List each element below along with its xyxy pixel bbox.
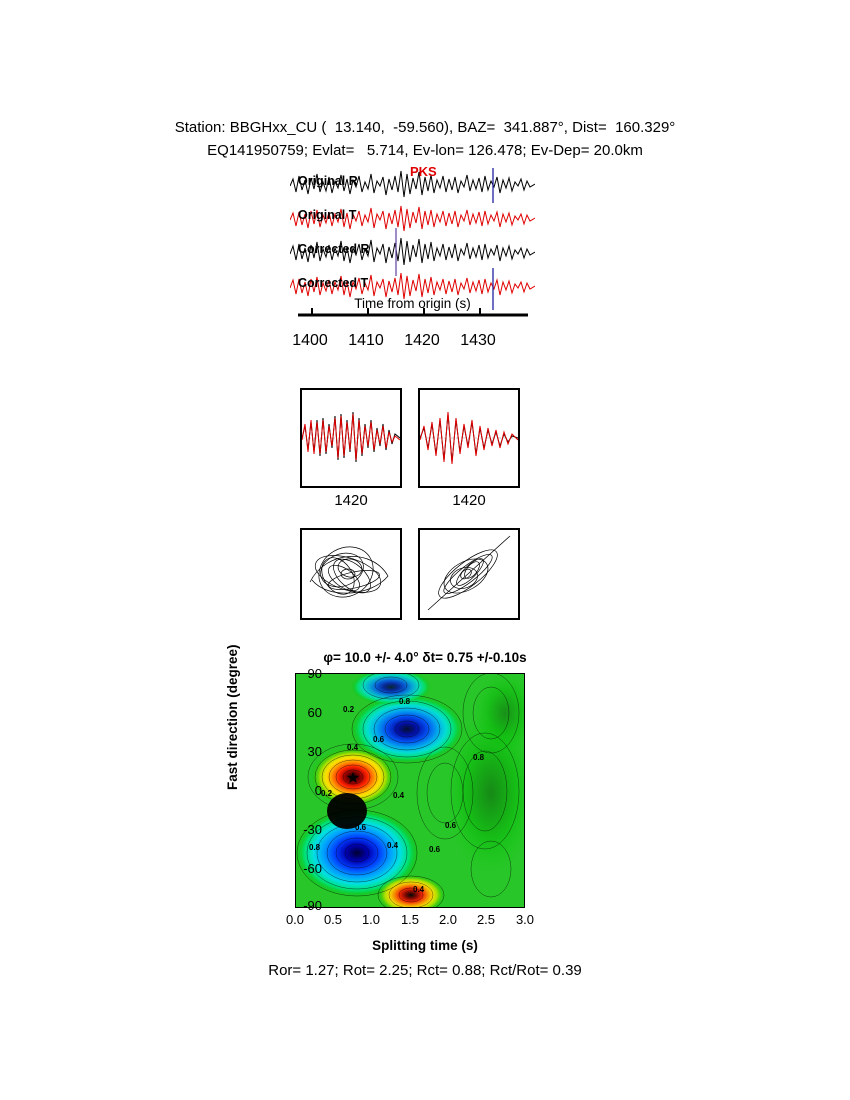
contour-label: 0.8: [309, 843, 321, 852]
y-tick-0: 0: [314, 783, 322, 798]
particle-motion-before-path: [302, 530, 400, 618]
y-axis-label: Fast direction (degree): [225, 644, 240, 790]
zoom-left-tick-label: 1420: [334, 492, 368, 509]
contour-label: 0.8: [399, 697, 411, 706]
contour-label: 0.6: [445, 821, 457, 830]
contour-label: 0.4: [393, 791, 405, 800]
particle-motion-before: [300, 528, 402, 620]
contour-label: 0.8: [473, 753, 485, 762]
y-tick-90: 90: [307, 666, 322, 681]
result-title: φ= 10.0 +/- 4.0° δt= 0.75 +/-0.10s: [323, 650, 527, 665]
best-solution-marker: ★: [345, 770, 361, 787]
zoom-window-left-traces: [302, 390, 400, 486]
result-footer: Ror= 1.27; Rot= 2.25; Rct= 0.88; Rct/Rot= 0.39: [268, 962, 582, 979]
contour-label: 0.4: [413, 885, 425, 894]
waveform-panel: [290, 164, 535, 318]
zoom-window-right-traces: [420, 390, 518, 486]
label-corrected-t: Corrected T: [298, 276, 369, 290]
contour-label: 0.2: [321, 789, 333, 798]
time-tick-label-1420: 1420: [404, 332, 440, 349]
y-tick-60: 60: [307, 705, 322, 720]
y-tick-n30: -30: [303, 822, 322, 837]
zoom-right-tick-label: 1420: [452, 492, 486, 509]
label-corrected-r: Corrected R: [298, 242, 370, 256]
x-tick-30: 3.0: [515, 912, 535, 927]
x-tick-05: 0.5: [323, 912, 343, 927]
time-tick-label-1400: 1400: [292, 332, 328, 349]
x-axis-label: Splitting time (s): [372, 938, 478, 953]
zoom-window-left: [300, 388, 402, 488]
contour-label: 0.6: [373, 735, 385, 744]
figure-header: [0, 116, 850, 162]
label-original-t: Original T: [298, 208, 357, 222]
phase-label-pks: PKS: [410, 164, 437, 179]
label-original-r: Original R: [298, 174, 358, 188]
header-line-station: Station: BBGHxx_CU ( 13.140, -59.560), BAZ= 341.887°, Dist= 160.329°: [174, 119, 676, 136]
particle-motion-after-path: [420, 530, 518, 618]
x-tick-10: 1.0: [361, 912, 381, 927]
error-surface-plot: [295, 673, 525, 908]
x-tick-20: 2.0: [438, 912, 458, 927]
time-tick-label-1430: 1430: [460, 332, 496, 349]
y-tick-n60: -60: [303, 861, 322, 876]
contour-label: 0.6: [355, 823, 367, 832]
x-tick-0: 0.0: [285, 912, 305, 927]
header-line-event: EQ141950759; Evlat= 5.714, Ev-lon= 126.478; Ev-Dep= 20.0km: [207, 142, 643, 159]
y-tick-n90: -90: [303, 898, 322, 913]
contour-label: 0.6: [429, 845, 441, 854]
y-tick-30: 30: [307, 744, 322, 759]
time-axis-title: Time from origin (s): [354, 296, 471, 311]
particle-motion-after: [418, 528, 520, 620]
x-tick-25: 2.5: [476, 912, 496, 927]
contour-label: 0.4: [347, 743, 359, 752]
time-tick-label-1410: 1410: [348, 332, 384, 349]
contour-label: 0.4: [387, 841, 399, 850]
x-tick-15: 1.5: [400, 912, 420, 927]
contour-label: 0.2: [343, 705, 355, 714]
zoom-window-right: [418, 388, 520, 488]
